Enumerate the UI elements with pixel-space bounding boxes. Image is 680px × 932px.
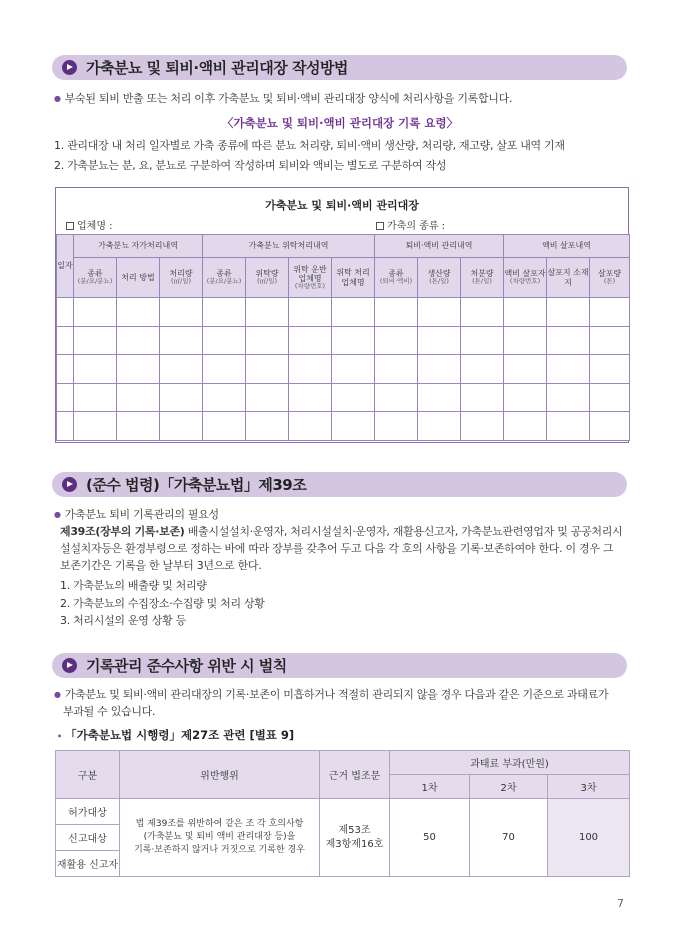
- section-header-penalty: [52, 653, 627, 678]
- article-line-1: [60, 523, 622, 539]
- penalty-text-line-1: [54, 686, 608, 702]
- law-item-2: 2. 가축분뇨의 수집장소·수집량 및 처리 상황: [60, 597, 265, 610]
- article-heading: 제39조(장부의 기록·보존): [60, 525, 185, 538]
- fine-second: 70: [470, 799, 548, 877]
- group-self-treatment: 가축분뇨 자가처리내역: [74, 235, 203, 258]
- fine-third: 100: [548, 799, 630, 877]
- category-permit: 허가대상: [56, 799, 120, 825]
- header-fine: 과태료 부과(만원): [390, 751, 630, 775]
- article-line-3: 보존기간은 기록을 한 날부터 3년으로 한다.: [60, 559, 262, 572]
- group-compost-management: 퇴비·액비 관리내역: [375, 235, 504, 258]
- col-header: 처리 방법: [117, 258, 160, 298]
- basis-text: 제53조 제3항제16호: [320, 799, 390, 877]
- law-item-3: 3. 처리시설의 운영 상황 등: [60, 614, 186, 627]
- law-item-1: 1. 가축분뇨의 배출량 및 처리량: [60, 579, 207, 592]
- category-recycling: 재활용 신고자: [56, 851, 120, 877]
- table-row: [57, 355, 630, 384]
- section-title: 기록관리 준수사항 위반 시 벌칙: [86, 657, 287, 675]
- fine-first: 50: [390, 799, 470, 877]
- business-name-field[interactable]: [66, 217, 113, 232]
- arrow-right-icon: [62, 658, 77, 673]
- header-fine-2: 2차: [470, 775, 548, 799]
- necessity-text: [54, 506, 219, 522]
- section-header-ledger-method: [52, 55, 627, 80]
- col-header: 위탁 운반 업체명 (차량번호): [289, 258, 332, 298]
- ledger-title: 가축분뇨 및 퇴비·액비 관리대장: [265, 199, 419, 212]
- article-line-2: 설설치자등은 환경부령으로 정하는 바에 따라 장부를 갖추어 두고 다음 각 호의 사항을 기록·보존하여야 한다. 이 경우 그: [60, 542, 614, 555]
- group-liquid-spreading: 액비 살포내역: [504, 235, 630, 258]
- date-column-header: 일자: [57, 235, 74, 298]
- arrow-right-icon: [62, 60, 77, 75]
- section-header-law: [52, 472, 627, 497]
- ledger-table: [56, 234, 630, 441]
- arrow-right-icon: [62, 477, 77, 492]
- page-number: 7: [617, 897, 624, 910]
- business-name-label: 업체명 :: [77, 221, 113, 232]
- checkbox-icon[interactable]: [376, 222, 384, 230]
- section-title: 가축분뇨 및 퇴비·액비 관리대장 작성방법: [86, 59, 348, 77]
- col-header: 살포량 (톤): [590, 258, 630, 298]
- penalty-text-line-2: 부과될 수 있습니다.: [63, 705, 156, 718]
- col-header: 액비 살포자 (차량번호): [504, 258, 547, 298]
- category-report: 신고대상: [56, 825, 120, 851]
- checkbox-icon[interactable]: [66, 222, 74, 230]
- col-header: 종류 (분/요/분뇨): [74, 258, 117, 298]
- guide-subtitle: 〈가축분뇨 및 퇴비·액비 관리대장 기록 요령〉: [221, 116, 459, 130]
- section-title: (준수 법령)「가축분뇨법」제39조: [86, 476, 307, 494]
- intro-text: [54, 90, 512, 106]
- violation-text: 법 제39조를 위반하여 같은 조 각 호의사항 (가축분뇨 및 퇴비 액비 관리대장 등)을 기록·보존하지 않거나 거짓으로 기록한 경우: [120, 799, 320, 877]
- col-header: 위탁량 (㎥/일): [246, 258, 289, 298]
- ledger-form: [55, 187, 629, 443]
- col-header: 살포지 소재지: [547, 258, 590, 298]
- col-header: 종류 (퇴비·액비): [375, 258, 418, 298]
- guide-item-1: 1. 관리대장 내 처리 일자별로 가축 종류에 따른 분뇨 처리량, 퇴비·액비 생산량, 처리량, 재고량, 살포 내역 기재: [54, 139, 565, 152]
- bullet-icon: ●: [54, 690, 61, 699]
- livestock-type-label: 가축의 종류 :: [387, 221, 446, 232]
- penalty-table: [55, 750, 630, 877]
- guide-item-2: 2. 가축분뇨는 분, 요, 분뇨로 구분하여 작성하며 퇴비와 액비는 별도로 구분하여 작성: [54, 159, 447, 172]
- bullet-icon: ●: [54, 510, 61, 519]
- header-violation: 위반행위: [120, 751, 320, 799]
- col-header: 종류 (분/요/분뇨): [203, 258, 246, 298]
- table-row: [57, 298, 630, 327]
- header-category: 구분: [56, 751, 120, 799]
- header-fine-1: 1차: [390, 775, 470, 799]
- bullet-icon: •: [57, 732, 63, 741]
- col-header: 생산량 (톤/일): [418, 258, 461, 298]
- group-consigned-treatment: 가축분뇨 위탁처리내역: [203, 235, 375, 258]
- bullet-icon: ●: [54, 94, 61, 103]
- article-text: 배출시설설치·운영자, 처리시설설치·운영자, 재활용신고자, 가축분뇨관련영업자 및 공공처리시: [184, 525, 623, 538]
- law-title-text: 「가축분뇨법 시행령」제27조 관련 [별표 9]: [65, 728, 295, 742]
- header-basis: 근거 법조문: [320, 751, 390, 799]
- necessity-bullet-text: 가축분뇨 퇴비 기록관리의 필요성: [64, 508, 219, 521]
- header-fine-3: 3차: [548, 775, 630, 799]
- col-header: 처리량 (㎥/일): [160, 258, 203, 298]
- intro-bullet-text: 부숙된 퇴비 반출 또는 처리 이후 가축분뇨 및 퇴비·액비 관리대장 양식에 처리사항을 기록합니다.: [64, 92, 513, 105]
- livestock-type-field[interactable]: [376, 217, 445, 232]
- table-row: [57, 383, 630, 412]
- col-header: 처분량 (톤/일): [461, 258, 504, 298]
- col-header: 위탁 처리 업체명: [332, 258, 375, 298]
- table-row: [57, 412, 630, 441]
- enforcement-decree-title: [57, 727, 294, 743]
- penalty-bullet-text: 가축분뇨 및 퇴비·액비 관리대장의 기록·보존이 미흡하거나 적절히 관리되지 않을 경우 다음과 같은 기준으로 과태료가: [64, 688, 609, 701]
- table-row: [57, 326, 630, 355]
